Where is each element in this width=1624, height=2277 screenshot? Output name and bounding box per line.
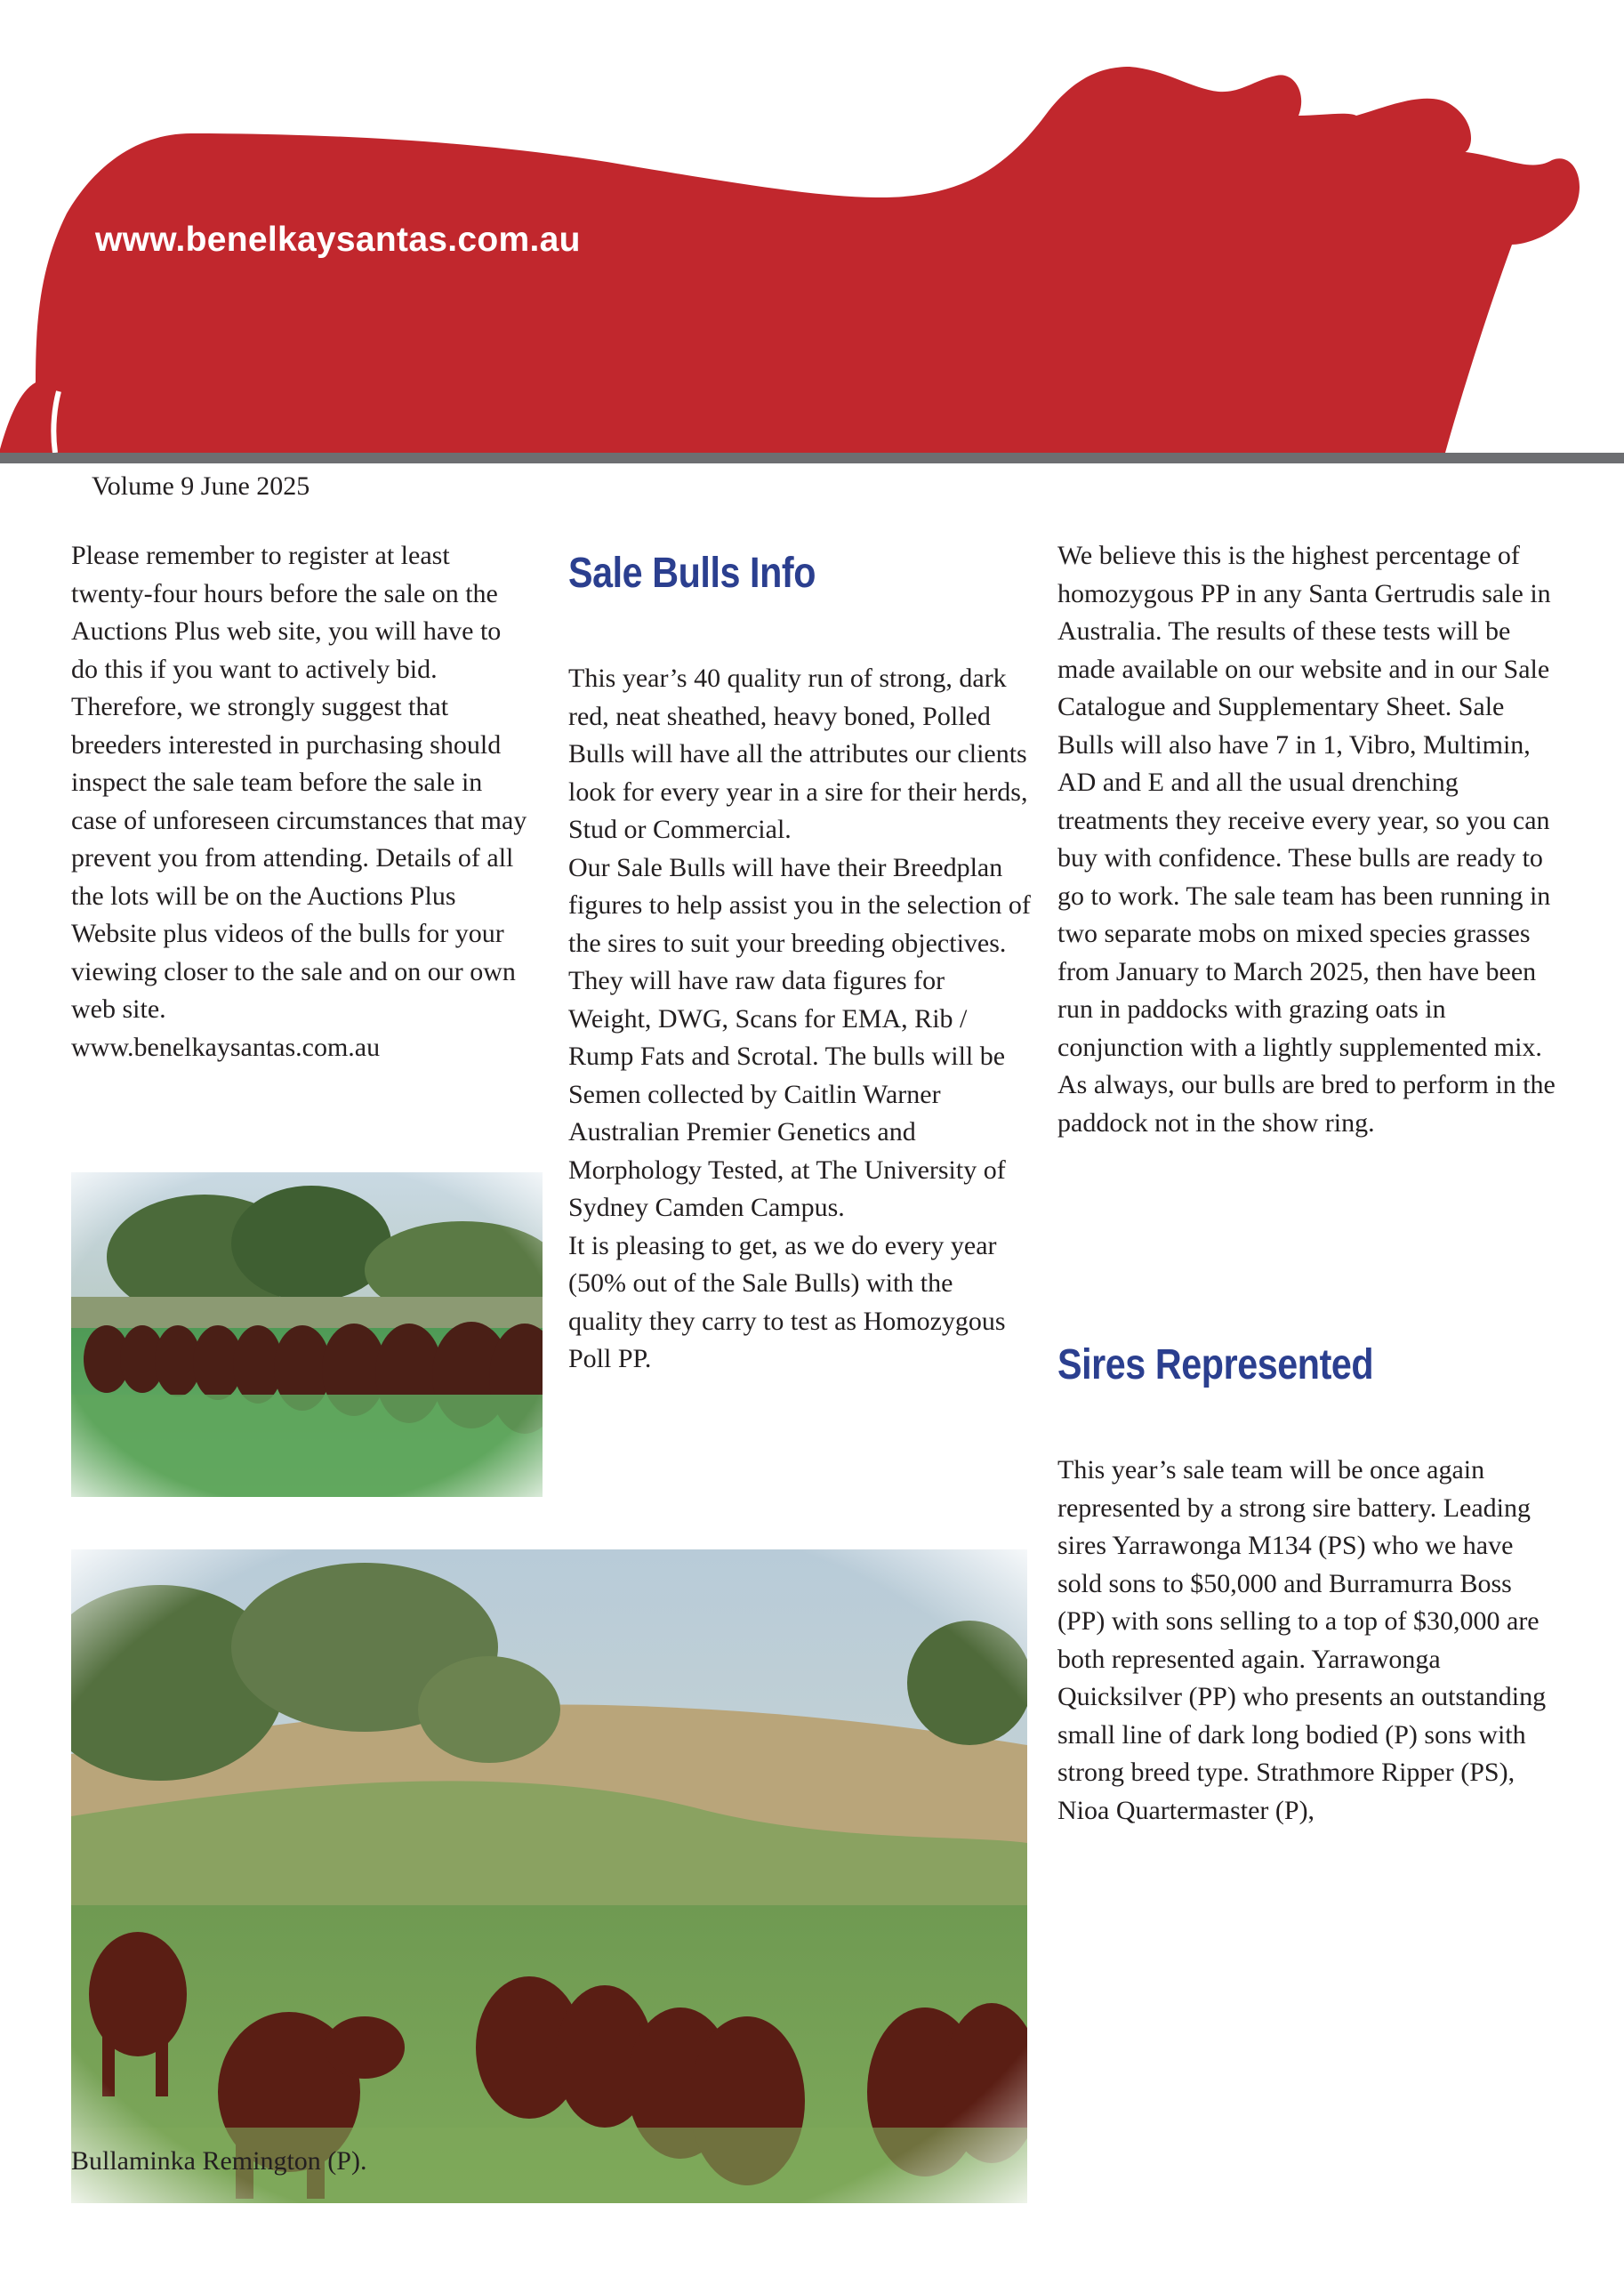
header-divider xyxy=(0,453,1624,463)
column-3-text xyxy=(1057,537,1556,1142)
website-url[interactable]: www.benelkaysantas.com.au xyxy=(95,221,581,259)
bulls-in-line-photo xyxy=(71,1172,543,1497)
registration-paragraph: Please remember to register at least twenty-four hours before the sale on the Auctions Plus web site, you will have to do this if you want to actively bid. Therefore, we strongly suggest that breeders interested in purchasing should inspect the sale team before the sale in case of unforeseen circumstances that may prevent you from attending. Details of all the lots will be on the Auctions Plus Website plus videos of the bulls for your viewing closer to the sale and on our own web site. xyxy=(71,541,527,1024)
herd-grazing-photo xyxy=(71,1549,1027,2203)
website-link[interactable]: www.benelkaysantas.com.au xyxy=(71,1032,381,1062)
photo-caption: Bullaminka Remington (P). xyxy=(71,2146,367,2176)
sale-bulls-paragraph-3: It is pleasing to get, as we do every year (50% out of the Sale Bulls) with the quality they carry to test as Homozygous Poll PP. xyxy=(568,1230,1006,1373)
column-2-text xyxy=(568,660,1031,1379)
issue-volume-date: Volume 9 June 2025 xyxy=(92,471,310,501)
sires-text xyxy=(1057,1452,1556,1830)
bull-silhouette-logo xyxy=(0,67,1580,453)
column-1-text xyxy=(71,537,534,1066)
sale-bulls-paragraph-2: Our Sale Bulls will have their Breedplan figures to help assist you in the selection of the sires to suit your breeding objectives. They will have raw data figures for Weight, DWG, Scans for EMA, Rib / Rump Fats and Scrotal. The bulls will be Semen collected by Caitlin Warner Australian Premier Genetics and Morphology Tested, at The University of Sydney Camden Campus. xyxy=(568,852,1031,1222)
sale-bulls-paragraph-1: This year’s 40 quality run of strong, dark red, neat sheathed, heavy boned, Polled Bulls will have all the attributes our clients look for every year in a sire for their herds, Stud or Commercial. xyxy=(568,664,1028,844)
sires-paragraph: This year’s sale team will be once again represented by a strong sire battery. Leading sires Yarrawonga M134 (PS) who we have sold sons to $50,000 and Burramurra Boss (PP) with sons selling to a top of $30,000 are both represented again. Yarrawonga Quicksilver (PP) who presents an outstanding small line of dark long bodied (P) sons with strong breed type. Strathmore Ripper (PS), Nioa Quartermaster (P), xyxy=(1057,1455,1547,1825)
homozygous-paragraph: We believe this is the highest percentage of homozygous PP in any Santa Gertrudis sale in Australia. The results of these tests will be made available on our website and in our Sale Catalogue and Supplementary Sheet. Sale Bulls will also have 7 in 1, Vibro, Multimin, AD and E and all the usual drenching treatments they receive every year, so you can buy with confidence. These bulls are ready to go to work. The sale team has been running in two separate mobs on mixed species grasses from January to March 2025, then have been run in paddocks with grazing oats in conjunction with a lightly supplemented mix. As always, our bulls are bred to perform in the paddock not in the show ring. xyxy=(1057,541,1556,1138)
sale-bulls-heading: Sale Bulls Info xyxy=(568,550,816,597)
sires-represented-heading: Sires Represented xyxy=(1057,1341,1374,1388)
